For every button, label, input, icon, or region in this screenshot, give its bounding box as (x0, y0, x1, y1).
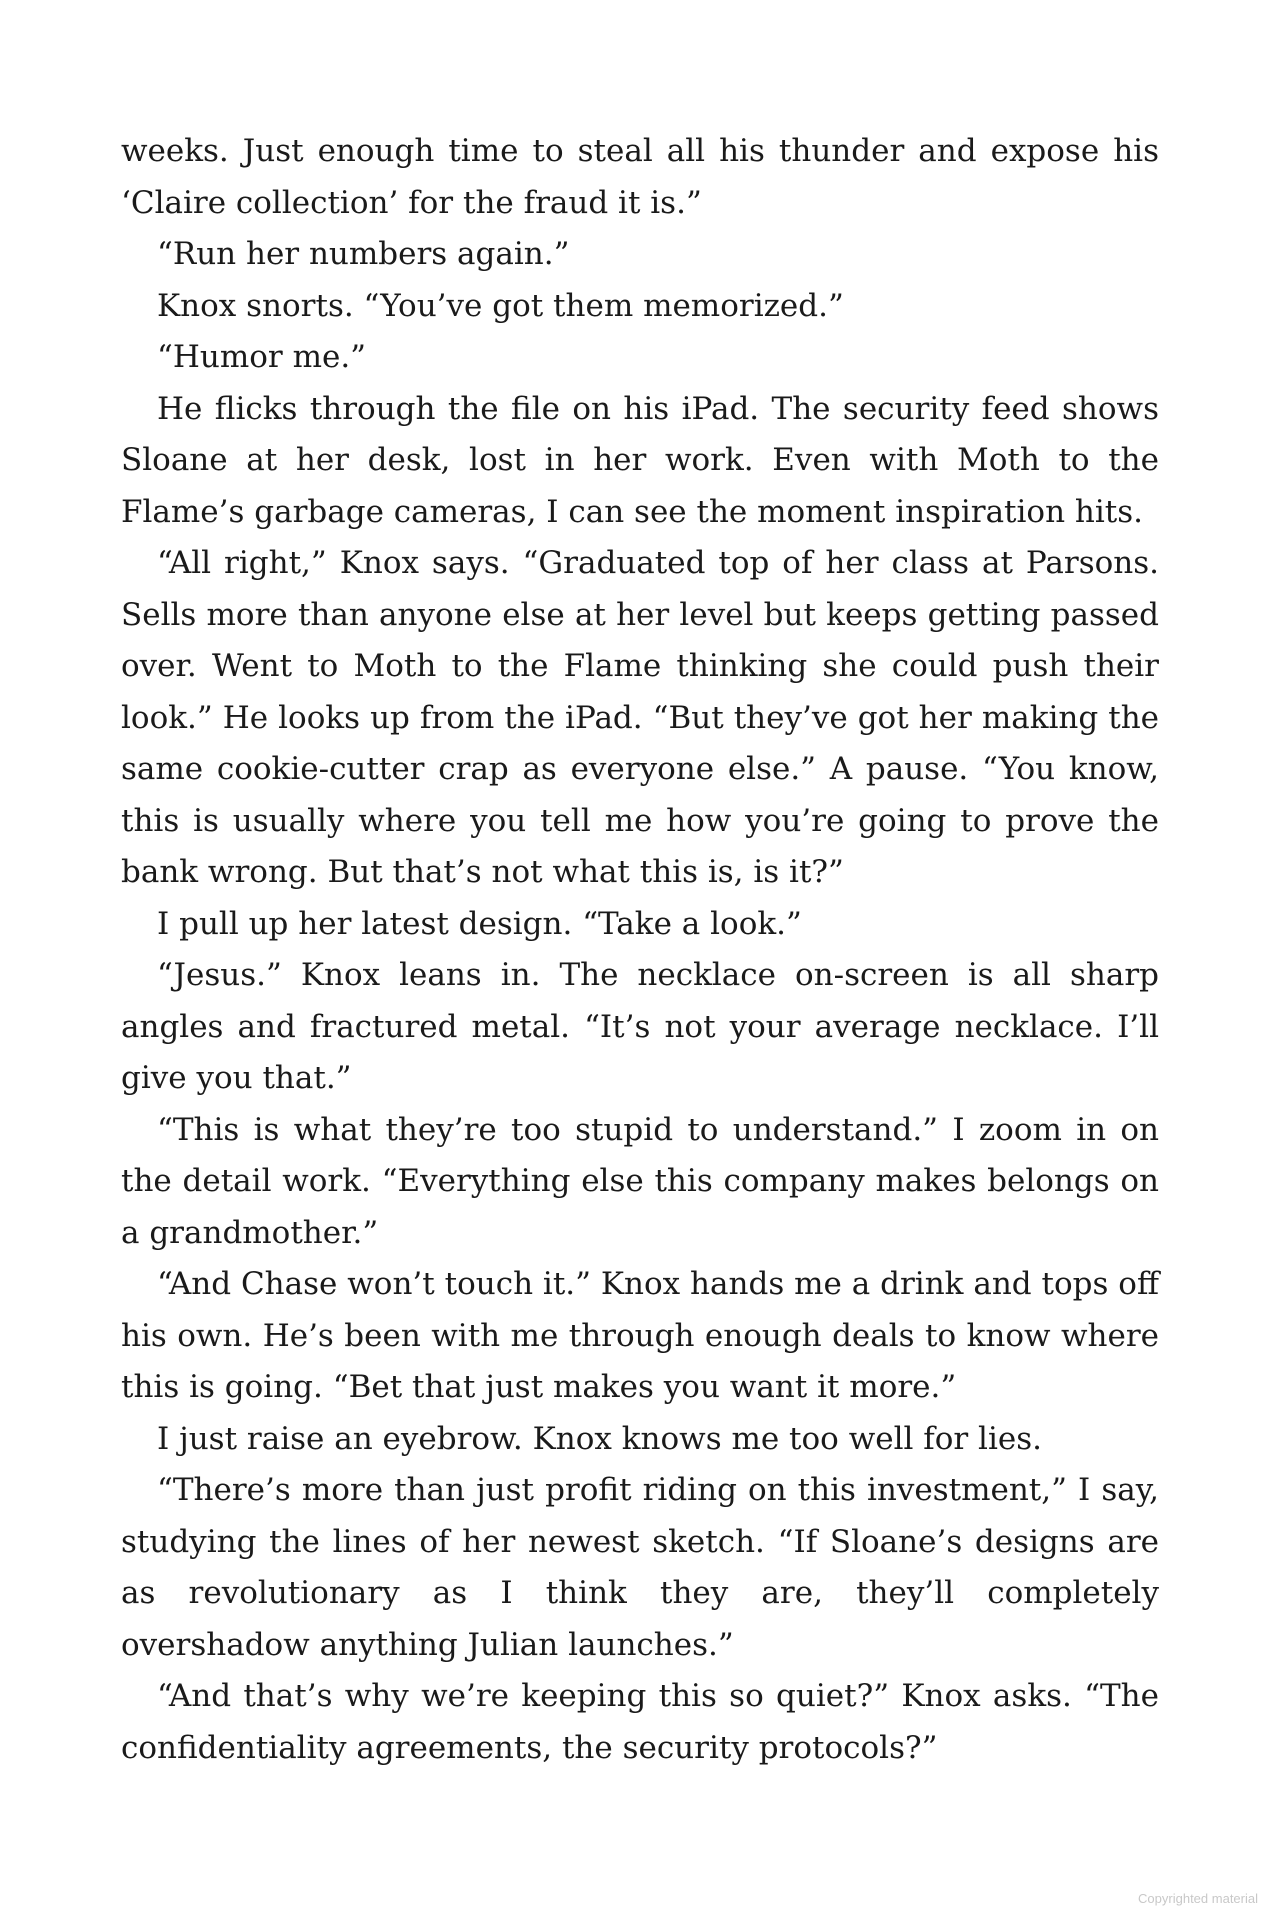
paragraph: “All right,” Knox says. “Graduated top of her class at Parsons. Sells more than anyone else at her level but keeps getting passed over. Went to Moth to the Flame thinking she could push their look.” He looks up from the iPad. “But they’ve got her making the same cookie-cutter crap as everyone else.” A pause. “You know, this is usually where you tell me how you’re going to prove the bank wrong. But that’s not what this is, is it?” (121, 545, 1159, 890)
paragraph: “There’s more than just profit riding on this investment,” I say, studying the lines of her newest sketch. “If Sloane’s designs are as revolutionary as I think they are, they’ll completely overshadow anything Julian launches.” (121, 1472, 1159, 1663)
paragraph: I just raise an eyebrow. Knox knows me too well for lies. (157, 1420, 1042, 1457)
page-body-text (121, 126, 1159, 1774)
paragraph: “Jesus.” Knox leans in. The necklace on-screen is all sharp angles and fractured metal. “It’s not your average necklace. I’ll give you that.” (121, 957, 1159, 1096)
paragraph: “This is what they’re too stupid to understand.” I zoom in on the detail work. “Everything else this company makes belongs on a grandmother.” (121, 1111, 1159, 1251)
paragraph: “Humor me.” (157, 339, 367, 375)
paragraph: “Run her numbers again.” (157, 236, 570, 272)
paragraph: “And that’s why we’re keeping this so quiet?” Knox asks. “The confidentiality agreements, the security protocols?” (121, 1678, 1159, 1766)
paragraph: He flicks through the file on his iPad. The security feed shows Sloane at her desk, lost in her work. Even with Moth to the Flame’s garbage cameras, I can see the moment inspiration hits. (121, 390, 1159, 530)
copyright-watermark: Copyrighted material (1138, 1891, 1258, 1906)
paragraph: weeks. Just enough time to steal all his thunder and expose his ‘Claire collection’ for the fraud it is.” (121, 133, 1159, 221)
paragraph: “And Chase won’t touch it.” Knox hands me a drink and tops off his own. He’s been with me through enough deals to know where this is going. “Bet that just makes you want it more.” (121, 1266, 1159, 1405)
paragraph: Knox snorts. “You’ve got them memorized.” (157, 287, 844, 324)
paragraph: I pull up her latest design. “Take a look.” (157, 905, 802, 942)
